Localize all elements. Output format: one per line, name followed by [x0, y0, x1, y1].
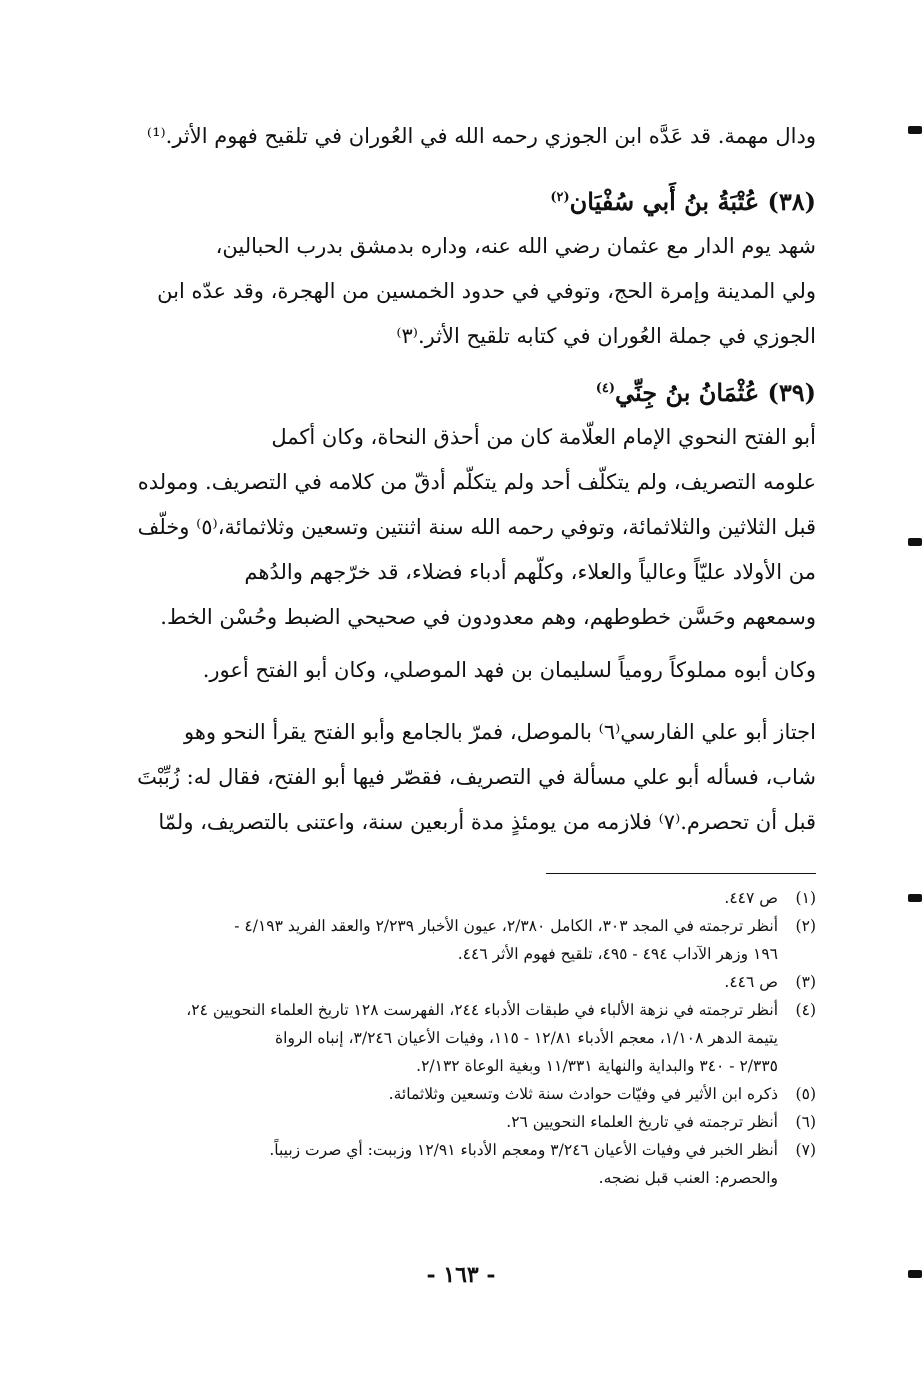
- text-line: ولي المدينة وإمرة الحج، وتوفي في حدود الخمسين من الهجرة، وقد عدّه ابن: [157, 279, 816, 303]
- text-line: وكان أبوه مملوكاً رومياً لسليمان بن فهد الموصلي، وكان أبو الفتح أعور.: [202, 658, 816, 682]
- footnote-2: (٢) أنظر ترجمته في المجد ٣٠٣، الكامل ٢/٣٨٠، عيون الأخبار ٢/٢٣٩ والعقد الفريد ٤/١٩٣ - ١٩٦ وزهر الآداب ٤٩٤ - ٤٩٥، تلقيح فهوم الأثر ٤٤٦.: [234, 917, 816, 963]
- entry-38-paragraph: [128, 224, 816, 359]
- entry-heading-39: (٣٩) عُثْمَانُ بنُ جِنِّي$^{(٤)}$: [595, 378, 816, 407]
- text-line: علومه التصريف، ولم يتكلّف أحد ولم يتكلّم أدقّ من كلامه في التصريف. ومولده: [137, 470, 816, 494]
- text-line: الجوزي في جملة العُوران في كتابه تلقيح الأثر.⁽٣⁾: [396, 324, 816, 348]
- footnote-6: (٦) أنظر ترجمته في تاريخ العلماء النحويين ٢٦.: [506, 1113, 816, 1131]
- text-line: ودال مهمة. قد عَدَّه ابن الجوزي رحمه الله في العُوران في تلقيح فهوم الأثر.⁽¹⁾: [146, 124, 816, 148]
- entry-39-paragraph-2: [128, 648, 816, 693]
- entry-39-paragraph-3: [128, 710, 816, 845]
- paragraph-continuation: [128, 114, 816, 159]
- text-line: قبل أن تحصرم.⁽٧⁾ فلازمه من يومئذٍ مدة أربعين سنة، واعتنى بالتصريف، ولمّا: [158, 810, 816, 834]
- footnote-3: (٣) ص ٤٤٦.: [724, 973, 816, 991]
- text-line: شاب، فسأله أبو علي مسألة في التصريف، فقصّر فيها أبو الفتح، فقال له: زُبِّبْتَ: [137, 765, 816, 789]
- text-line: أبو الفتح النحوي الإمام العلّامة كان من أحذق النحاة، وكان أكمل: [271, 425, 816, 449]
- binding-mark: [908, 126, 922, 134]
- entry-39-paragraph-1: [128, 415, 816, 640]
- text-line: وسمعهم وحَسَّن خطوطهم، وهم معدودون في صحيحي الضبط وحُسْن الخط.: [160, 605, 816, 629]
- text-line: اجتاز أبو علي الفارسي⁽٦⁾ بالموصل، فمرّ بالجامع وأبو الفتح يقرأ النحو وهو: [183, 720, 816, 744]
- binding-mark: [908, 538, 922, 546]
- binding-mark: [908, 894, 922, 902]
- footnote-7: (٧) أنظر الخبر في وفيات الأعيان ٣/٢٤٦ ومعجم الأدباء ١٢/٩١ وزببت: أي صرت زبيباً. والحصرم: العنب قبل نضجه.: [269, 1141, 816, 1187]
- footnotes: [128, 884, 816, 1192]
- text-line: شهد يوم الدار مع عثمان رضي الله عنه، وداره بدمشق بدرب الحبالين،: [215, 234, 816, 258]
- footnote-1: (١) ص ٤٤٧.: [724, 889, 816, 907]
- footnote-5: (٥) ذكره ابن الأثير في وفيّات حوادث سنة ثلاث وتسعين وثلاثمائة.: [388, 1085, 816, 1103]
- entry-heading-38: (٣٨) عُتْبَةُ بنُ أَبي سُفْيَان$^{(٢)}$: [550, 187, 816, 216]
- text-line: قبل الثلاثين والثلاثمائة، وتوفي رحمه الله سنة اثنتين وتسعين وثلاثمائة،⁽٥⁾ وخلّف: [137, 515, 816, 539]
- text-line: من الأولاد عليّاً وعالياً والعلاء، وكلّهم أدباء فضلاء، قد خرّجهم والدُهم: [244, 560, 816, 584]
- binding-mark: [908, 1270, 922, 1278]
- footnote-4: (٤) أنظر ترجمته في نزهة الألباء في طبقات الأدباء ٢٤٤، الفهرست ١٢٨ تاريخ العلماء النحويين ٢٤، يتيمة الدهر ١/١٠٨، معجم الأدباء ١٢/٨١ - ١١٥، وفيات الأعيان ٣/٢٤٦، إنباه الرواة ٢/٣٣٥ - ٣٤٠ والبداية والنهاية ١١/٣٣١ وبغية الوعاة ٢/١٣٢.: [186, 1001, 816, 1075]
- footnote-separator: [546, 873, 816, 874]
- page-number: - ١٦٣ -: [426, 1262, 496, 1288]
